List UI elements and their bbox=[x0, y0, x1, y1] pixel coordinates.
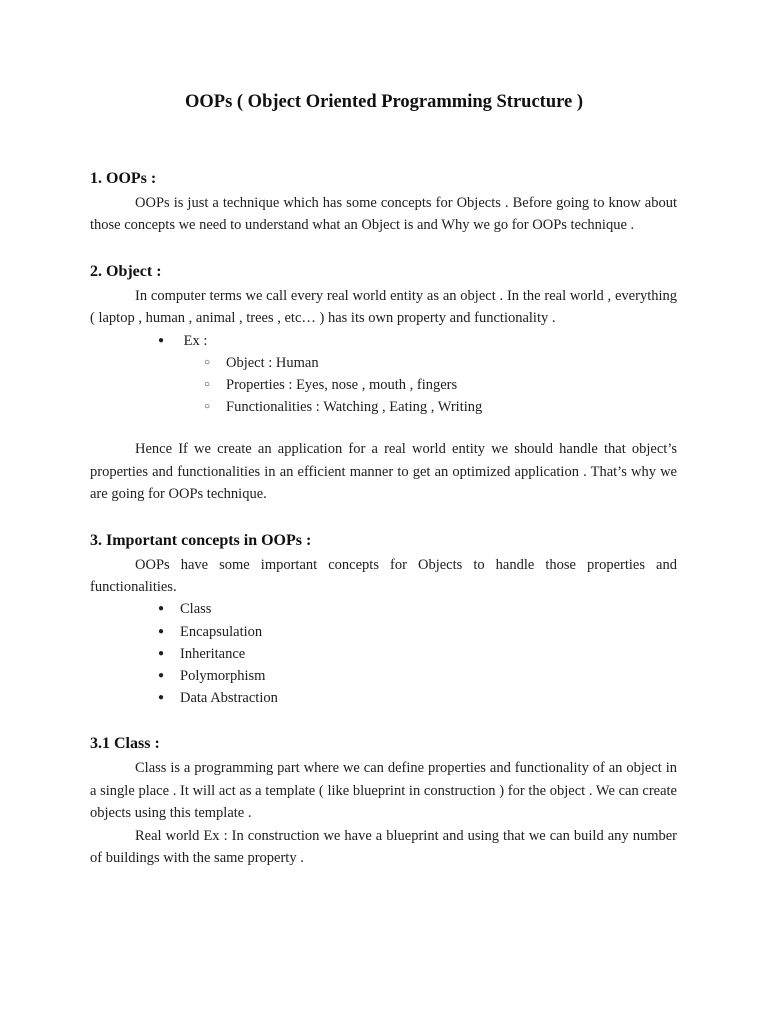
section-heading: 2. Object : bbox=[90, 262, 162, 280]
document-body bbox=[90, 166, 677, 870]
list-item: ● Data Abstraction bbox=[158, 687, 677, 709]
section-paragraph: Hence If we create an application for a real world entity we should handle that object’s properties and functionalities in an efficient manner to get an optimized application . That’s why we are going for OOPs technique. bbox=[90, 441, 677, 503]
section-concepts bbox=[90, 528, 677, 710]
sub-list-item: ○ Properties : Eyes, nose , mouth , fingers bbox=[204, 374, 677, 396]
list-item: ● Inheritance bbox=[158, 643, 677, 665]
section-paragraph: OOPs have some important concepts for Objects to handle those properties and functionalities. bbox=[90, 556, 677, 596]
sub-list bbox=[158, 352, 677, 419]
section-class bbox=[90, 731, 677, 869]
section-heading: 3.1 Class : bbox=[90, 735, 160, 753]
section-paragraph: Real world Ex : In construction we have a blueprint and using that we can build any number of buildings with the same property . bbox=[90, 827, 677, 867]
bullet-list bbox=[90, 598, 677, 709]
section-oops bbox=[90, 166, 677, 237]
section-object bbox=[90, 259, 677, 506]
section-paragraph: OOPs is just a technique which has some concepts for Objects . Before going to know about those concepts we need to understand what an Object is and Why we go for OOPs technique . bbox=[90, 195, 677, 234]
section-paragraph: In computer terms we call every real world entity as an object . In the real world , everything ( laptop , human , animal , trees , etc… ) has its own property and functionality . bbox=[90, 287, 677, 327]
sub-list-item: ○ Functionalities : Watching , Eating , Writing bbox=[204, 396, 677, 418]
list-item: ● Class bbox=[158, 598, 677, 620]
section-heading: 1. OOPs : bbox=[90, 170, 157, 187]
list-item: ● Encapsulation bbox=[158, 621, 677, 643]
list-item: ● Polymorphism bbox=[158, 665, 677, 687]
section-paragraph: Class is a programming part where we can define properties and functionality of an object in a single place . It will act as a template ( like blueprint in construction ) for the object . We can create objects using this template . bbox=[90, 760, 677, 822]
document-title: OOPs ( Object Oriented Programming Structure ) bbox=[184, 92, 583, 112]
section-heading: 3. Important concepts in OOPs : bbox=[90, 531, 312, 549]
sub-list-item: ○ Object : Human bbox=[204, 352, 677, 374]
bullet-list bbox=[90, 330, 677, 419]
list-item: ● Ex : ○ Object : Human ○ Properties : Eyes, nose , mouth , fingers ○ Functionalities : Watching , Eating , Writing bbox=[158, 330, 677, 419]
